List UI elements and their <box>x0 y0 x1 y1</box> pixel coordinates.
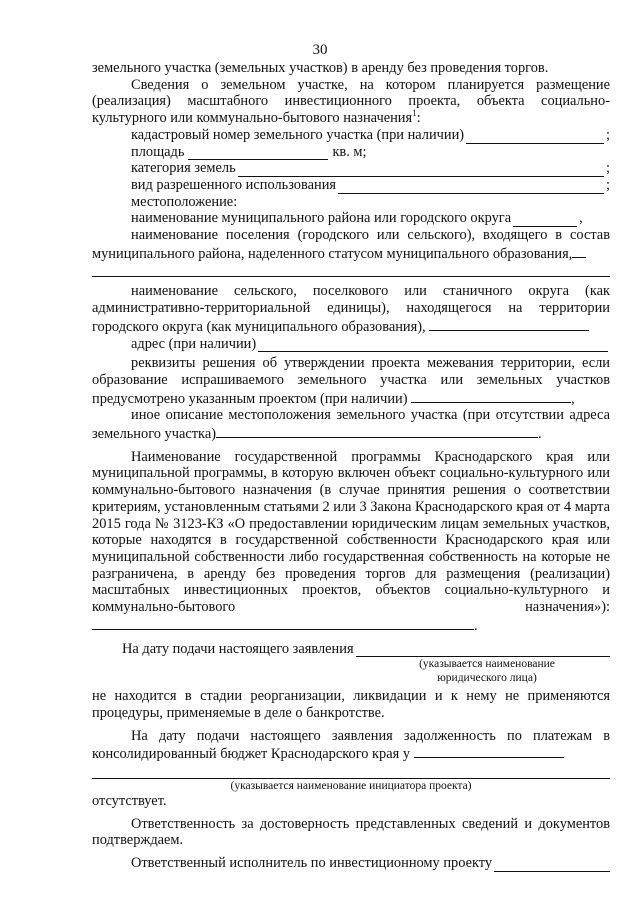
settlement-text <box>92 227 610 262</box>
category-label: категория земель <box>131 160 236 177</box>
use-type-row <box>92 177 610 194</box>
text-line: земельного участка (земельных участков) в аренду без проведения торгов. <box>92 60 549 76</box>
cadastral-blank <box>466 130 604 144</box>
area-row <box>92 144 610 161</box>
rural-blank <box>429 317 589 331</box>
use-type-end: ; <box>606 176 610 193</box>
not-reorg-text: не находится в стадии реорганизации, ликвидации и к нему не применяются процедуры, применяемые в деле о банкротстве. <box>92 688 610 721</box>
program-blank <box>92 616 474 630</box>
settlement-full-blank <box>92 262 610 277</box>
other-desc-text <box>92 407 610 442</box>
rural-label: наименование сельского, поселкового или станичного округа (как административно-территориальной единицы), находящегося на территории городского округа (как муниципального образования), <box>92 283 610 335</box>
address-row <box>92 336 610 353</box>
rural-text <box>92 283 610 335</box>
cadastral-end: ; <box>606 126 610 143</box>
survey-text <box>92 355 610 407</box>
area-label: площадь <box>131 143 185 160</box>
other-desc-blank <box>216 424 538 438</box>
settlement-label: наименование поселения (городского или сельского), входящего в состав муниципального района, наделенного статусом муниципального образования, <box>92 227 610 262</box>
document-body <box>92 60 610 872</box>
footnote-mark: 1 <box>412 108 417 119</box>
area-unit: кв. м; <box>332 143 367 160</box>
absent-text: отсутствует. <box>92 793 167 810</box>
note2: (указывается наименование инициатора проекта) <box>230 780 472 793</box>
area-blank <box>188 146 328 160</box>
category-blank <box>238 163 604 177</box>
other-desc-end: . <box>538 426 542 443</box>
note1 <box>364 657 610 685</box>
survey-label: реквизиты решения об утверждении проекта межевания территории, если образование испрашиваемого земельного участка или земельных участков предусмотрено указанным проектом (при наличии) <box>92 355 610 407</box>
survey-blank <box>411 389 571 403</box>
municipal-label: наименование муниципального района или городского округа <box>131 210 512 227</box>
note1-line2: юридического лица) <box>437 672 537 685</box>
date2-label: На дату подачи настоящего заявления задолженность по платежам в консолидированный бюджет Краснодарского края у <box>92 727 610 763</box>
date1-row <box>92 641 610 658</box>
date2-blank <box>414 744 564 758</box>
address-blank <box>258 338 608 352</box>
program-label: Наименование государственной программы Краснодарского края или муниципальной программы, в которую включен объект социально-культурного или коммунально-бытового назначения (в случае принятия решения о соответствии критериям, установленным статьями 2 или 3 Закона Краснодарского края от 4 марта 2015 года № 3123-КЗ «О предоставлении юридическим лицам земельных участков, которые находятся в государственной собственности Краснодарского края или муниципальной собственности либо государственная собственность на которые не разграничена, в аренду без проведения торгов для размещения (реализации) масштабных инвестиционных проектов, объектов социально-культурного и коммунально-бытового назначения»): <box>92 448 610 616</box>
heading-text: Сведения о земельном участке, на котором планируется размещение (реализация) масштабного инвестиционного проекта, объекта социально-культурного или коммунально-бытового назначения <box>92 76 610 127</box>
responsibility-text: Ответственность за достоверность представленных сведений и документов подтверждаем. <box>92 815 610 849</box>
settlement-blank <box>572 244 586 258</box>
executor-label: Ответственный исполнитель по инвестиционному проекту <box>131 855 493 872</box>
category-row <box>92 160 610 177</box>
heading-colon: : <box>416 110 421 127</box>
address-label: адрес (при наличии) <box>131 335 257 352</box>
municipal-end: , <box>579 210 583 227</box>
use-type-label: вид разрешенного использования <box>131 176 337 193</box>
municipal-row <box>92 210 610 227</box>
other-desc-label: иное описание местоположения земельного участка (при отсутствии адреса земельного участка) <box>92 407 610 443</box>
program-text <box>92 449 610 635</box>
category-end: ; <box>606 160 610 177</box>
municipal-blank <box>513 213 577 227</box>
cadastral-row <box>92 127 610 144</box>
cadastral-label: кадастровый номер земельного участка (при наличии) <box>131 126 465 143</box>
use-type-blank <box>338 180 604 194</box>
program-end: . <box>474 617 478 634</box>
executor-row <box>92 855 610 872</box>
land-info-heading <box>92 77 610 127</box>
page-number: 30 <box>312 42 328 58</box>
survey-end: , <box>571 390 575 407</box>
executor-blank <box>494 858 610 872</box>
date1-label: На дату подачи настоящего заявления <box>122 640 354 657</box>
note1-line1: (указывается наименование <box>419 658 555 671</box>
location-label: местоположение: <box>131 193 238 210</box>
date2-text <box>92 728 610 763</box>
date1-blank <box>356 643 610 657</box>
